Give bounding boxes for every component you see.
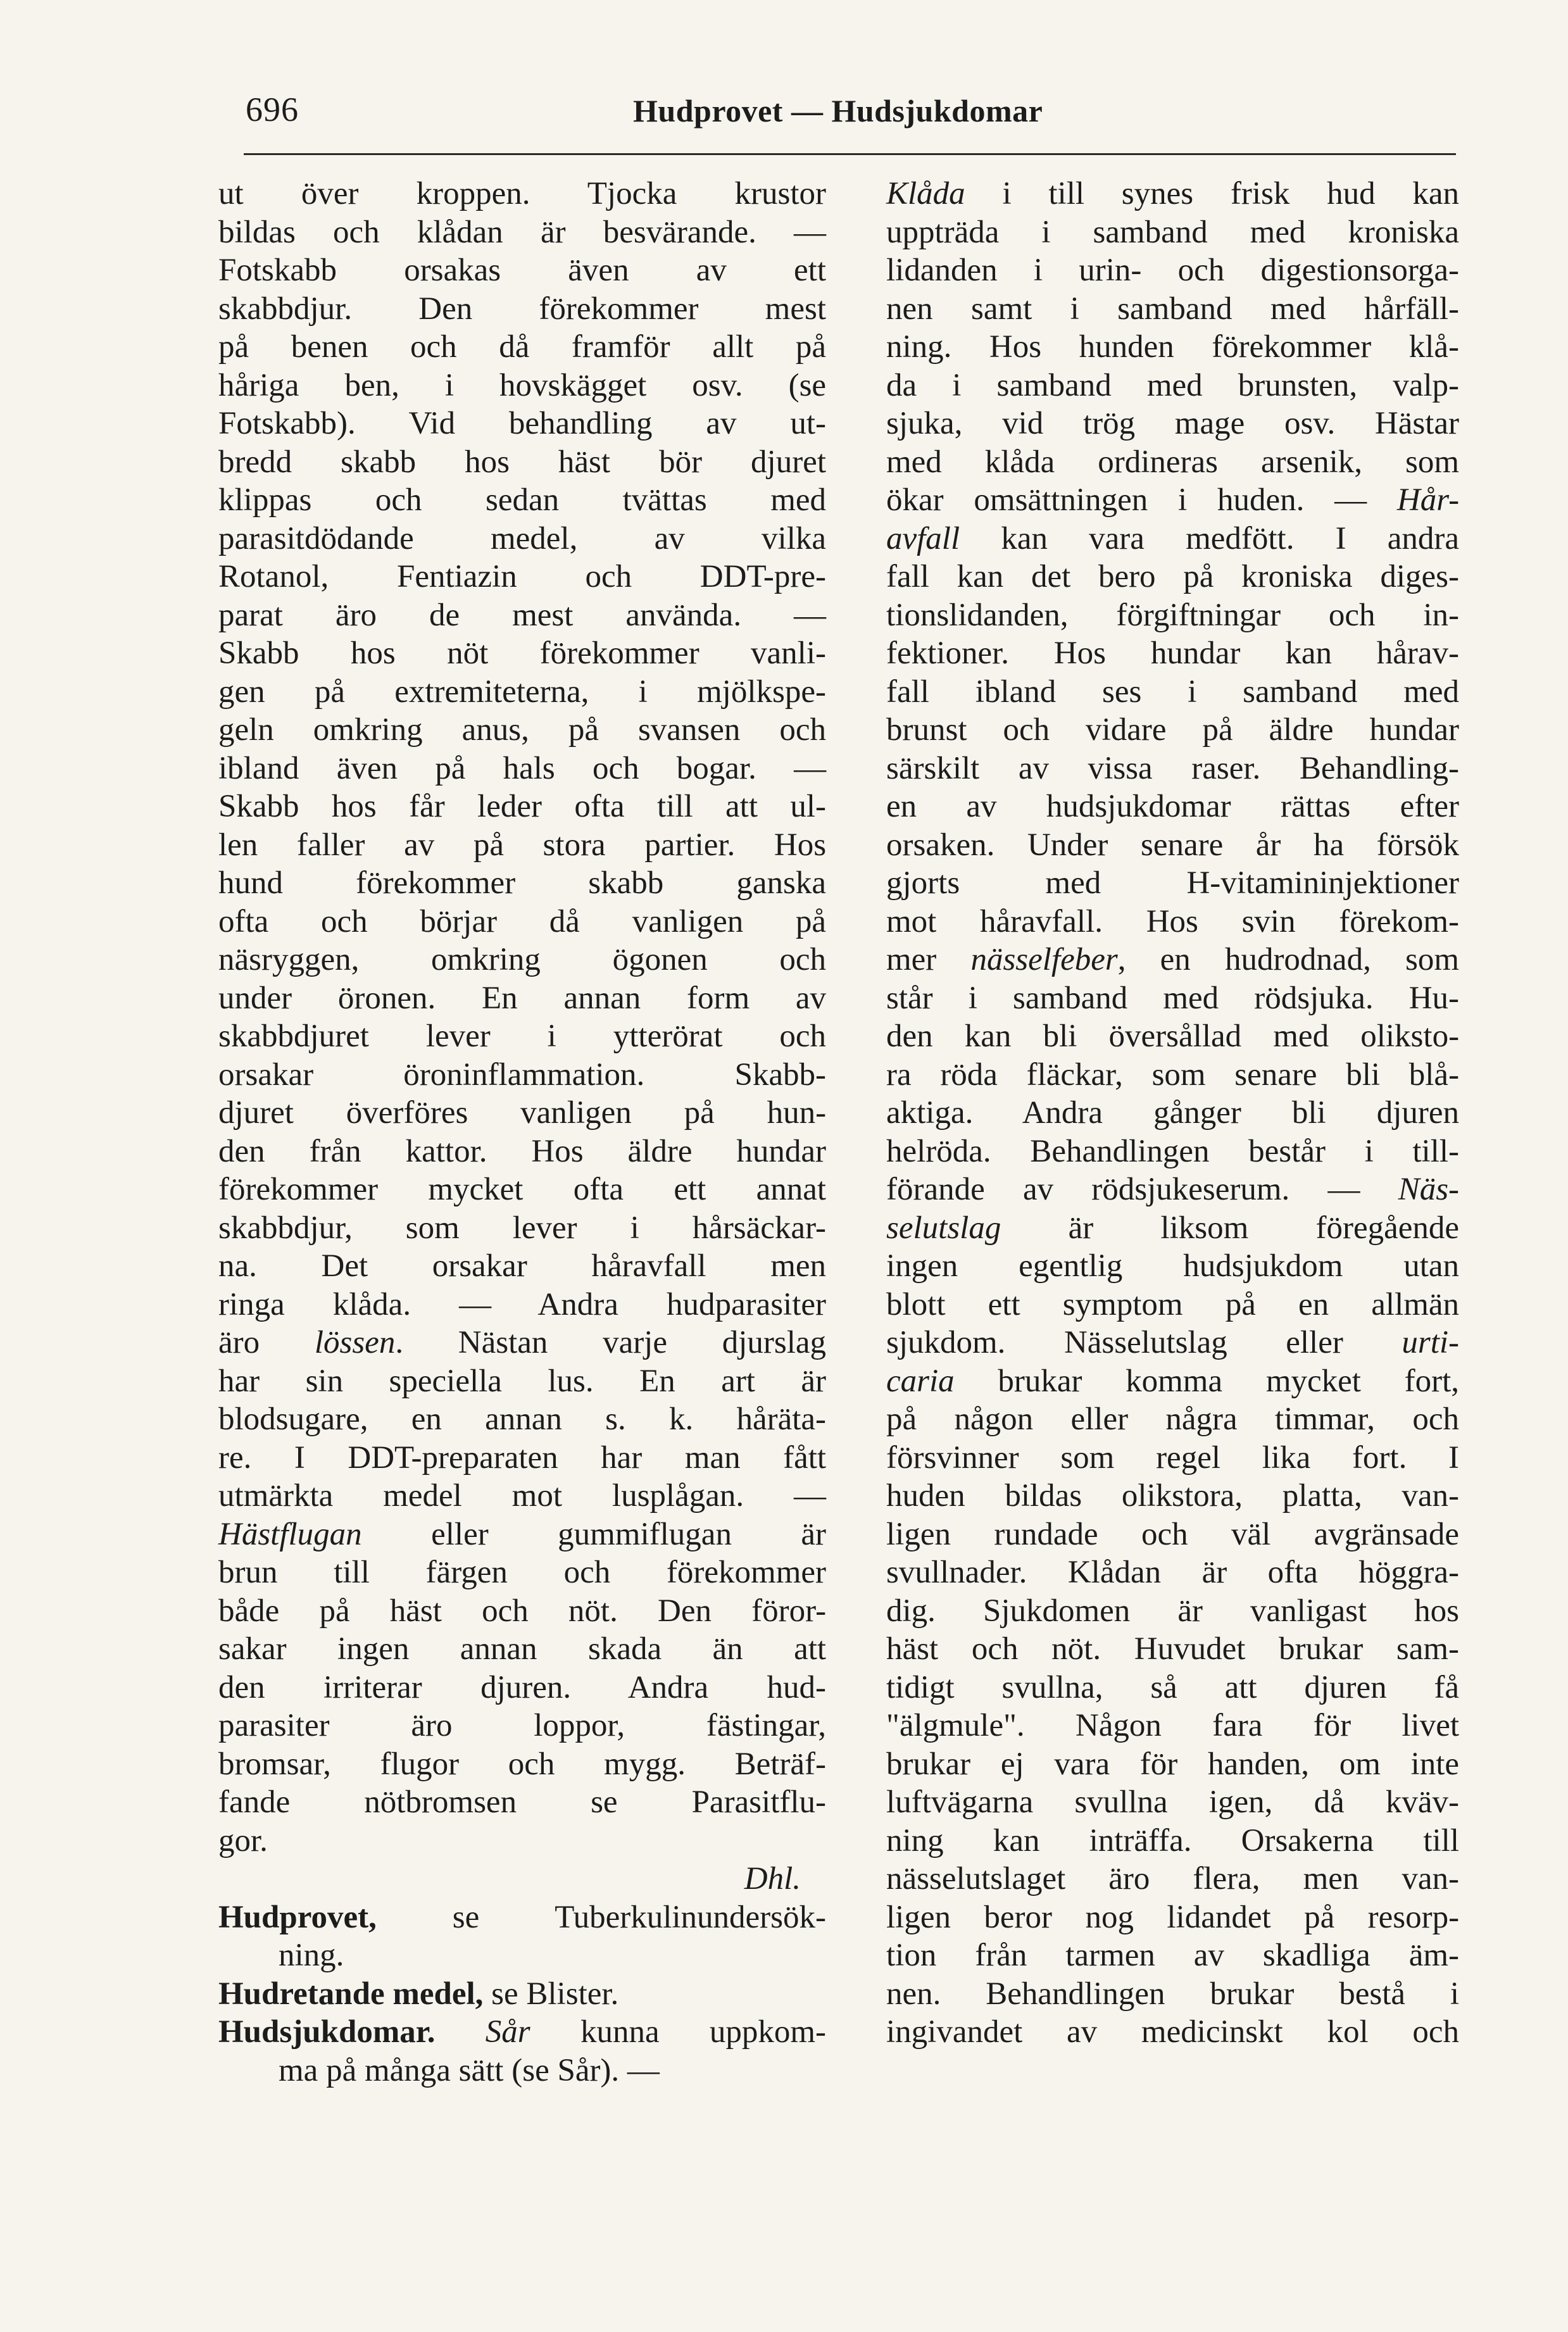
text-line: tidigt svullna, så att djuren få — [886, 1669, 1460, 1705]
text-line: den från kattor. Hos äldre hundar — [218, 1133, 827, 1169]
text-line: len faller av på stora partier. Hos — [218, 827, 827, 863]
entry-text: se Tuberkulinundersök- — [452, 1899, 826, 1935]
text-line: Rotanol, Fentiazin och DDT-pre- — [218, 559, 826, 594]
dictionary-entries — [218, 1898, 826, 2090]
entry-text: se Blister. — [491, 1976, 619, 2012]
text-line: avfall kan vara medfött. I andra — [886, 520, 1460, 556]
text-line: ut över kroppen. Tjocka krustor — [218, 176, 827, 211]
text-line: den irriterar djuren. Andra hud- — [218, 1669, 827, 1705]
text-line: förekommer mycket ofta ett annat — [218, 1172, 827, 1207]
text-line: fall ibland ses i samband med — [886, 674, 1460, 710]
text-line: hund förekommer skabb ganska — [218, 865, 826, 901]
text-line: under öronen. En annan form av — [218, 980, 827, 1016]
text-line: skabbdjur, som lever i hårsäckar- — [218, 1210, 827, 1246]
text-line: äro lössen. Nästan varje djurslag — [218, 1325, 826, 1360]
author-signature: Dhl. — [744, 1861, 801, 1896]
text-line: parasitdödande medel, av vilka — [218, 520, 827, 556]
entry-text: Sår kunna uppkom- — [485, 2014, 827, 2050]
text-line: brun till färgen och förekommer — [218, 1555, 827, 1590]
entry-headword: Hudsjukdomar. — [218, 2014, 436, 2050]
text-line: gen på extremiteterna, i mjölkspe- — [218, 674, 826, 710]
text-line: parat äro de mest använda. — — [218, 597, 827, 633]
left-column-text — [218, 175, 826, 1860]
text-line: ibland även på hals och bogar. — — [218, 750, 827, 786]
text-line: med klåda ordineras arsenik, som — [886, 444, 1460, 480]
entry-headword: Hudretande medel, — [218, 1976, 484, 2012]
text-line: brukar ej vara för handen, om inte — [886, 1746, 1460, 1782]
entry-continuation-line: ning. — [279, 1938, 344, 1973]
text-line: ning. Hos hunden förekommer klå- — [886, 329, 1460, 365]
text-line: blott ett symptom på en allmän — [886, 1286, 1460, 1322]
text-line: bromsar, flugor och mygg. Beträf- — [218, 1746, 827, 1782]
text-line: parasiter äro loppor, fästingar, — [218, 1708, 826, 1743]
text-line: da i samband med brunsten, valp- — [886, 367, 1459, 403]
entry-headword: Hudprovet, — [218, 1899, 377, 1935]
text-line: näsryggen, omkring ögonen och — [218, 942, 827, 977]
text-line: bredd skabb hos häst bör djuret — [218, 444, 826, 480]
text-line: bildas och klådan är besvärande. — — [218, 214, 827, 250]
text-line: dig. Sjukdomen är vanligast hos — [886, 1593, 1460, 1629]
text-line: svullnader. Klådan är ofta höggra- — [886, 1555, 1460, 1590]
text-line: lidanden i urin- och digestionsorga- — [886, 253, 1460, 288]
text-line: står i samband med rödsjuka. Hu- — [886, 980, 1460, 1016]
text-line: "älgmule". Någon fara för livet — [886, 1708, 1460, 1743]
text-line: djuret överföres vanligen på hun- — [218, 1095, 827, 1131]
text-line: brunst och vidare på äldre hundar — [886, 712, 1460, 748]
text-line: en av hudsjukdomar rättas efter — [886, 789, 1460, 824]
text-line: fande nötbromsen se Parasitflu- — [218, 1784, 827, 1820]
text-line: fektioner. Hos hundar kan hårav- — [886, 636, 1460, 671]
right-column — [886, 175, 1459, 2052]
text-line: har sin speciella lus. En art är — [218, 1363, 827, 1399]
text-line: geln omkring anus, på svansen och — [218, 712, 827, 748]
text-line: ringa klåda. — Andra hudparasiter — [218, 1286, 827, 1322]
text-line: ligen rundade och väl avgränsade — [886, 1516, 1460, 1552]
text-line: na. Det orsakar håravfall men — [218, 1248, 827, 1284]
entry-first-line — [218, 2013, 826, 2052]
text-line: Skabb hos får leder ofta till att ul- — [218, 789, 827, 824]
text-line: försvinner som regel lika fort. I — [886, 1439, 1460, 1476]
text-line: ingivandet av medicinskt kol och — [886, 2014, 1460, 2050]
text-line: helröda. Behandlingen består i till- — [886, 1133, 1460, 1169]
text-line: sjukdom. Nässelutslag eller urti- — [886, 1325, 1460, 1360]
text-line: häst och nöt. Huvudet brukar sam- — [886, 1631, 1460, 1667]
text-line: orsakar öroninflammation. Skabb- — [218, 1056, 826, 1093]
text-line: caria brukar komma mycket fort, — [886, 1363, 1460, 1399]
page-number: 696 — [246, 91, 299, 129]
text-line: Fotskabb). Vid behandling av ut- — [218, 406, 826, 441]
text-line: på benen och då framför allt på — [218, 329, 827, 365]
text-line: Hästflugan eller gummiflugan är — [218, 1516, 826, 1552]
entry-continuation-line: ma på många sätt (se Sår). — — [279, 2052, 660, 2088]
text-line: nen. Behandlingen brukar bestå i — [886, 1976, 1460, 2012]
text-line: ofta och börjar då vanligen på — [218, 903, 827, 939]
text-line: sjuka, vid trög mage osv. Hästar — [886, 406, 1460, 441]
text-line: särskilt av vissa raser. Behandling- — [886, 750, 1459, 786]
text-line: fall kan det bero på kroniska diges- — [886, 559, 1459, 594]
header-rule — [244, 153, 1456, 155]
entry-first-line — [218, 1898, 826, 1937]
text-line: tion från tarmen av skadliga äm- — [886, 1938, 1459, 1973]
text-line: skabbdjuret lever i ytterörat och — [218, 1019, 827, 1054]
text-line: skabbdjur. Den förekommer mest — [218, 291, 826, 327]
text-line: ligen beror nog lidandet på resorp- — [886, 1899, 1460, 1935]
text-line: den kan bli översållad med olikstо- — [886, 1019, 1460, 1054]
text-line: tionslidanden, förgiftningar och in- — [886, 597, 1460, 633]
text-line: ökar omsättningen i huden. — Hår- — [886, 482, 1460, 518]
text-line: både på häst och nöt. Den föror- — [218, 1593, 827, 1629]
text-line: ingen egentlig hudsjukdom utan — [886, 1248, 1460, 1284]
text-line: luftvägarna svullna igen, då kväv- — [886, 1784, 1459, 1820]
text-line: re. I DDT-preparaten har man fått — [218, 1439, 827, 1476]
text-line: håriga ben, i hovskägget osv. (se — [218, 367, 827, 403]
text-line: Fotskabb orsakas även av ett — [218, 253, 827, 288]
text-line: utmärkta medel mot lusplågan. — — [218, 1478, 827, 1514]
text-line: aktiga. Andra gånger bli djuren — [886, 1095, 1460, 1131]
text-line: blodsugare, en annan s. k. håräta- — [218, 1401, 827, 1437]
text-line: huden bildas olikstora, platta, van- — [886, 1478, 1460, 1514]
text-line: klippas och sedan tvättas med — [218, 482, 827, 518]
text-line: selutslag är liksom föregående — [886, 1210, 1459, 1246]
entry-first-line — [218, 1975, 826, 2014]
text-line: gor. — [218, 1822, 268, 1859]
right-column-text — [886, 175, 1459, 2052]
text-line: nässelutslaget äro flera, men van- — [886, 1861, 1459, 1896]
text-line: på någon eller några timmar, och — [886, 1401, 1460, 1437]
text-line: ning kan inträffa. Orsakerna till — [886, 1822, 1460, 1859]
left-column — [218, 175, 826, 2090]
text-line: uppträda i samband med kroniska — [886, 214, 1460, 250]
text-line: mot håravfall. Hos svin förekom- — [886, 903, 1460, 939]
text-line: mer nässelfeber, en hudrodnad, som — [886, 942, 1460, 977]
text-line: ra röda fläckar, som senare bli blå- — [886, 1056, 1460, 1093]
text-line: sakar ingen annan skada än att — [218, 1631, 827, 1667]
text-line: Klåda i till synes frisk hud kan — [886, 176, 1460, 211]
text-line: gjorts med H-vitamininjektioner — [886, 865, 1460, 901]
running-head: Hudprovet — Hudsjukdomar — [633, 93, 1043, 129]
text-line: nen samt i samband med hårfäll- — [886, 291, 1460, 327]
text-line: Skabb hos nöt förekommer vanli- — [218, 636, 826, 671]
text-line: orsaken. Under senare år ha försök — [886, 827, 1460, 863]
text-line: förande av rödsjukeserum. — Näs- — [886, 1172, 1460, 1207]
